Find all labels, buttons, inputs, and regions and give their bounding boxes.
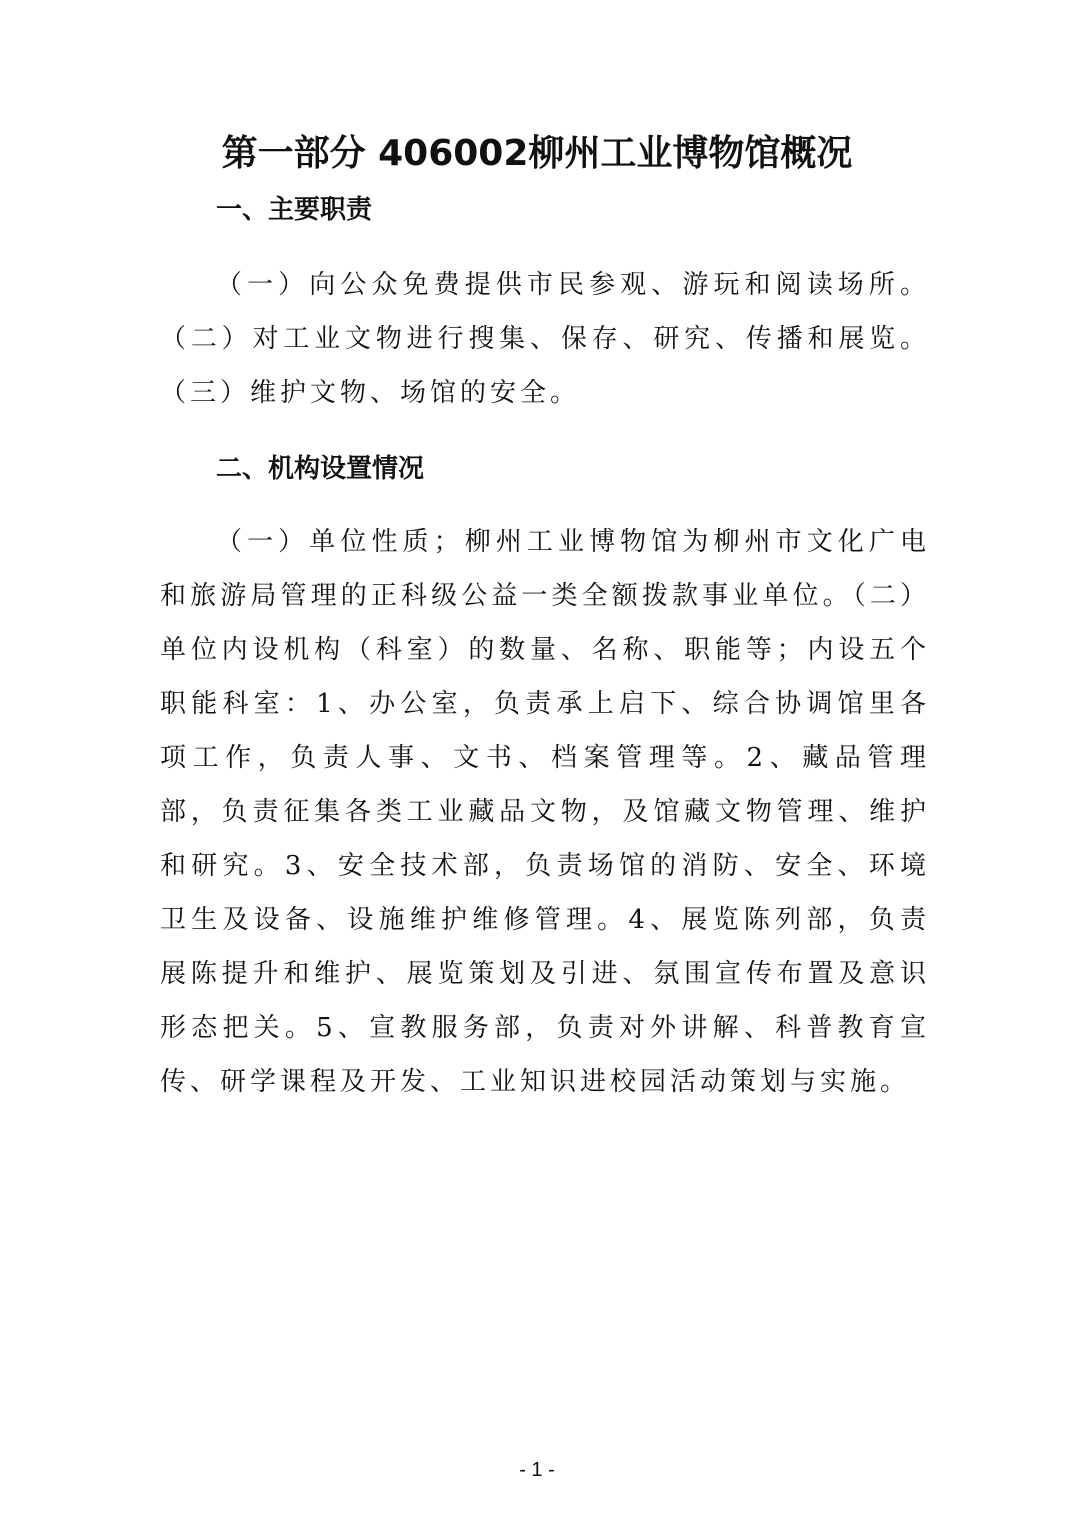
page-title: 第一部分 406002柳州工业博物馆概况 — [221, 133, 853, 175]
section-paragraph-main-duties: （一）向公众免费提供市民参观、游玩和阅读场所。（二）对工业文物进行搜集、保存、研究、传播和展览。（三）维护文物、场馆的安全。 — [160, 270, 930, 408]
section-heading-organization: 二、机构设置情况 — [216, 454, 425, 484]
section-paragraph-organization: （一）单位性质；柳州工业博物馆为柳州市文化广电和旅游局管理的正科级公益一类全额拨款事业单位。（二）单位内设机构（科室）的数量、名称、职能等；内设五个职能科室：1、办公室，负责承上启下、综合协调馆里各项工作，负责人事、文书、档案管理等。2、藏品管理部，负责征集各类工业藏品文物，及馆藏文物管理、维护和研究。3、安全技术部，负责场馆的消防、安全、环境卫生及设备、设施维护维修管理。4、展览陈列部，负责展陈提升和维护、展览策划及引进、氛围宣传布置及意识形态把关。5、宣教服务部，负责对外讲解、科普教育宣传、研学课程及开发、工业知识进校园活动策划与实施。 — [160, 527, 930, 1097]
page-number: - 1 - — [519, 1459, 555, 1481]
section-heading-main-duties: 一、主要职责 — [216, 195, 373, 225]
